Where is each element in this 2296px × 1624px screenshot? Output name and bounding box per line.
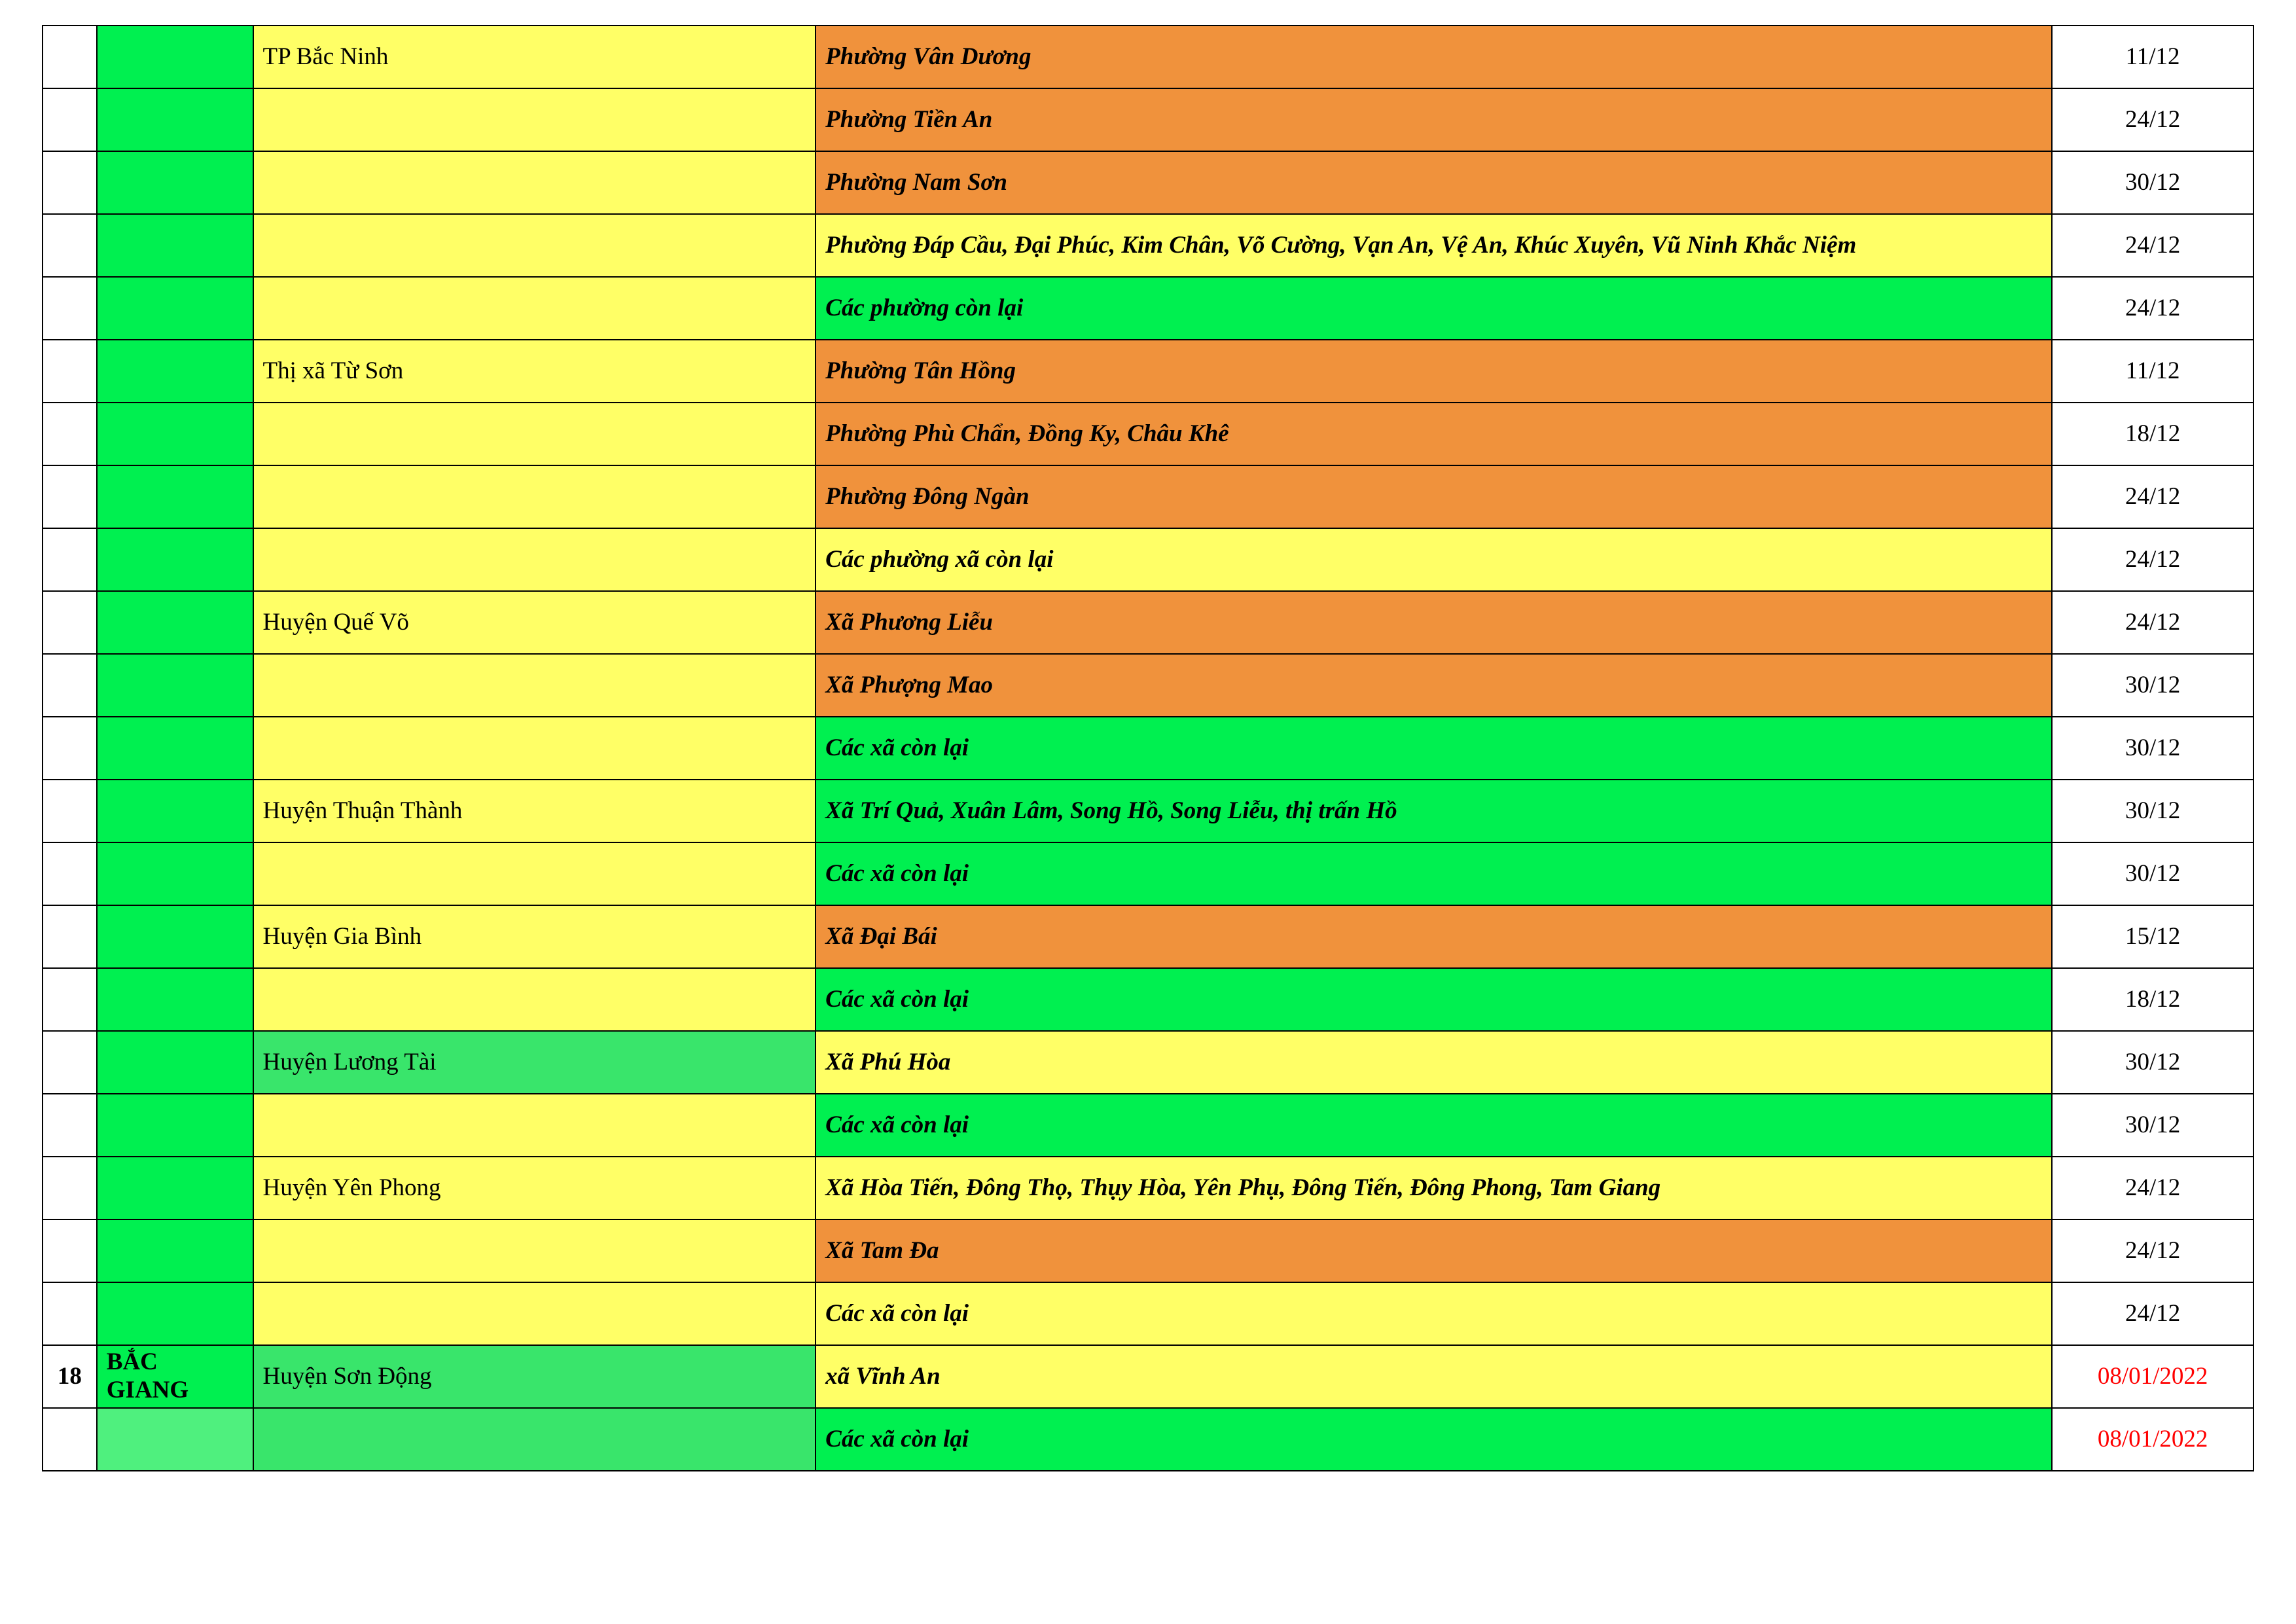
cell-stt[interactable] bbox=[43, 277, 97, 340]
cell-stt[interactable] bbox=[43, 340, 97, 403]
cell-district[interactable] bbox=[253, 717, 816, 780]
cell-date[interactable]: 18/12 bbox=[2052, 403, 2253, 465]
cell-ward[interactable]: Các xã còn lại bbox=[816, 1282, 2052, 1345]
cell-ward[interactable]: Các xã còn lại bbox=[816, 1094, 2052, 1157]
cell-province[interactable] bbox=[97, 905, 253, 968]
table-row bbox=[43, 1094, 2253, 1157]
cell-province[interactable] bbox=[97, 26, 253, 88]
cell-province[interactable] bbox=[97, 88, 253, 151]
cell-ward[interactable]: Các xã còn lại bbox=[816, 1408, 2052, 1471]
cell-district[interactable]: TP Bắc Ninh bbox=[253, 26, 816, 88]
cell-province[interactable] bbox=[97, 151, 253, 214]
cell-district[interactable] bbox=[253, 1219, 816, 1282]
cell-district[interactable]: Huyện Yên Phong bbox=[253, 1157, 816, 1219]
cell-province[interactable] bbox=[97, 1219, 253, 1282]
cell-district[interactable]: Thị xã Từ Sơn bbox=[253, 340, 816, 403]
cell-ward[interactable]: Các phường còn lại bbox=[816, 277, 2052, 340]
covid-level-table bbox=[42, 25, 2254, 1471]
cell-province[interactable] bbox=[97, 1157, 253, 1219]
cell-province[interactable] bbox=[97, 214, 253, 277]
cell-ward[interactable]: Xã Đại Bái bbox=[816, 905, 2052, 968]
table-row bbox=[43, 968, 2253, 1031]
cell-date[interactable]: 30/12 bbox=[2052, 717, 2253, 780]
cell-province[interactable] bbox=[97, 1094, 253, 1157]
cell-district[interactable] bbox=[253, 1282, 816, 1345]
cell-stt[interactable] bbox=[43, 1157, 97, 1219]
cell-ward[interactable]: Phường Tân Hồng bbox=[816, 340, 2052, 403]
cell-province[interactable] bbox=[97, 1282, 253, 1345]
table-row bbox=[43, 591, 2253, 654]
cell-district[interactable] bbox=[253, 277, 816, 340]
cell-province[interactable]: BẮC GIANG bbox=[97, 1345, 253, 1408]
table-row bbox=[43, 905, 2253, 968]
table-row bbox=[43, 26, 2253, 88]
cell-stt[interactable] bbox=[43, 403, 97, 465]
cell-date[interactable]: 15/12 bbox=[2052, 905, 2253, 968]
cell-date[interactable]: 24/12 bbox=[2052, 591, 2253, 654]
cell-ward[interactable]: Các xã còn lại bbox=[816, 968, 2052, 1031]
table-row bbox=[43, 151, 2253, 214]
cell-stt[interactable]: 18 bbox=[43, 1345, 97, 1408]
cell-stt[interactable] bbox=[43, 26, 97, 88]
cell-ward[interactable]: Các xã còn lại bbox=[816, 717, 2052, 780]
cell-ward[interactable]: Xã Phượng Mao bbox=[816, 654, 2052, 717]
cell-stt[interactable] bbox=[43, 1219, 97, 1282]
cell-stt[interactable] bbox=[43, 842, 97, 905]
cell-date[interactable]: 18/12 bbox=[2052, 968, 2253, 1031]
cell-ward[interactable]: Xã Tam Đa bbox=[816, 1219, 2052, 1282]
table-row bbox=[43, 1408, 2253, 1471]
table-row bbox=[43, 1282, 2253, 1345]
cell-district[interactable]: Huyện Quế Võ bbox=[253, 591, 816, 654]
cell-ward[interactable]: Xã Phương Liễu bbox=[816, 591, 2052, 654]
cell-ward[interactable]: xã Vĩnh An bbox=[816, 1345, 2052, 1408]
cell-province[interactable] bbox=[97, 654, 253, 717]
table-body bbox=[43, 26, 2253, 1471]
table-row bbox=[43, 403, 2253, 465]
cell-date[interactable]: 30/12 bbox=[2052, 654, 2253, 717]
cell-stt[interactable] bbox=[43, 214, 97, 277]
cell-stt[interactable] bbox=[43, 591, 97, 654]
cell-district[interactable] bbox=[253, 842, 816, 905]
cell-district[interactable]: Huyện Gia Bình bbox=[253, 905, 816, 968]
table-row bbox=[43, 1031, 2253, 1094]
cell-ward[interactable]: Phường Phù Chẩn, Đồng Ky, Châu Khê bbox=[816, 403, 2052, 465]
cell-province[interactable] bbox=[97, 277, 253, 340]
cell-district[interactable]: Huyện Lương Tài bbox=[253, 1031, 816, 1094]
table-row bbox=[43, 528, 2253, 591]
cell-date[interactable]: 24/12 bbox=[2052, 214, 2253, 277]
table-row bbox=[43, 1157, 2253, 1219]
cell-ward[interactable]: Các phường xã còn lại bbox=[816, 528, 2052, 591]
cell-stt[interactable] bbox=[43, 905, 97, 968]
cell-ward[interactable]: Phường Tiền An bbox=[816, 88, 2052, 151]
table-row bbox=[43, 1219, 2253, 1282]
cell-district[interactable]: Huyện Thuận Thành bbox=[253, 780, 816, 842]
cell-ward[interactable]: Xã Hòa Tiến, Đông Thọ, Thụy Hòa, Yên Phụ, Đông Tiến, Đông Phong, Tam Giang bbox=[816, 1157, 2052, 1219]
table-row bbox=[43, 340, 2253, 403]
table-row bbox=[43, 654, 2253, 717]
cell-district[interactable] bbox=[253, 1094, 816, 1157]
table-row bbox=[43, 780, 2253, 842]
cell-ward[interactable]: Phường Vân Dương bbox=[816, 26, 2052, 88]
cell-date[interactable]: 11/12 bbox=[2052, 340, 2253, 403]
table-row bbox=[43, 277, 2253, 340]
cell-district[interactable]: Huyện Sơn Động bbox=[253, 1345, 816, 1408]
table-row bbox=[43, 842, 2253, 905]
cell-ward[interactable]: Xã Trí Quả, Xuân Lâm, Song Hồ, Song Liễu, thị trấn Hồ bbox=[816, 780, 2052, 842]
cell-stt[interactable] bbox=[43, 968, 97, 1031]
cell-stt[interactable] bbox=[43, 88, 97, 151]
cell-ward[interactable]: Phường Đông Ngàn bbox=[816, 465, 2052, 528]
cell-stt[interactable] bbox=[43, 151, 97, 214]
cell-district[interactable] bbox=[253, 528, 816, 591]
cell-date[interactable]: 24/12 bbox=[2052, 1157, 2253, 1219]
cell-date[interactable]: 08/01/2022 bbox=[2052, 1408, 2253, 1471]
cell-province[interactable] bbox=[97, 340, 253, 403]
cell-date[interactable]: 30/12 bbox=[2052, 1031, 2253, 1094]
cell-province[interactable] bbox=[97, 1031, 253, 1094]
cell-province[interactable] bbox=[97, 465, 253, 528]
table-row bbox=[43, 717, 2253, 780]
cell-province[interactable] bbox=[97, 591, 253, 654]
cell-district[interactable] bbox=[253, 151, 816, 214]
cell-date[interactable]: 24/12 bbox=[2052, 1219, 2253, 1282]
cell-stt[interactable] bbox=[43, 1408, 97, 1471]
cell-date[interactable]: 30/12 bbox=[2052, 842, 2253, 905]
cell-date[interactable]: 30/12 bbox=[2052, 1094, 2253, 1157]
cell-stt[interactable] bbox=[43, 717, 97, 780]
table-row bbox=[43, 1345, 2253, 1408]
cell-district[interactable] bbox=[253, 403, 816, 465]
cell-province[interactable] bbox=[97, 842, 253, 905]
cell-stt[interactable] bbox=[43, 1094, 97, 1157]
cell-date[interactable]: 24/12 bbox=[2052, 465, 2253, 528]
cell-province[interactable] bbox=[97, 717, 253, 780]
cell-date[interactable]: 24/12 bbox=[2052, 88, 2253, 151]
cell-ward[interactable]: Xã Phú Hòa bbox=[816, 1031, 2052, 1094]
cell-ward[interactable]: Phường Nam Sơn bbox=[816, 151, 2052, 214]
cell-district[interactable] bbox=[253, 654, 816, 717]
cell-date[interactable]: 08/01/2022 bbox=[2052, 1345, 2253, 1408]
cell-province[interactable] bbox=[97, 1408, 253, 1471]
cell-stt[interactable] bbox=[43, 465, 97, 528]
cell-ward[interactable]: Phường Đáp Cầu, Đại Phúc, Kim Chân, Võ Cường, Vạn An, Vệ An, Khúc Xuyên, Vũ Ninh Khắc Niệm bbox=[816, 214, 2052, 277]
cell-date[interactable]: 30/12 bbox=[2052, 780, 2253, 842]
cell-province[interactable] bbox=[97, 968, 253, 1031]
cell-district[interactable] bbox=[253, 214, 816, 277]
cell-province[interactable] bbox=[97, 403, 253, 465]
cell-date[interactable]: 30/12 bbox=[2052, 151, 2253, 214]
cell-date[interactable]: 24/12 bbox=[2052, 1282, 2253, 1345]
cell-stt[interactable] bbox=[43, 1031, 97, 1094]
cell-date[interactable]: 24/12 bbox=[2052, 528, 2253, 591]
table-row bbox=[43, 214, 2253, 277]
cell-district[interactable] bbox=[253, 1408, 816, 1471]
table-row bbox=[43, 88, 2253, 151]
cell-district[interactable] bbox=[253, 88, 816, 151]
cell-stt[interactable] bbox=[43, 1282, 97, 1345]
cell-ward[interactable]: Các xã còn lại bbox=[816, 842, 2052, 905]
cell-stt[interactable] bbox=[43, 654, 97, 717]
cell-date[interactable]: 24/12 bbox=[2052, 277, 2253, 340]
cell-province[interactable] bbox=[97, 780, 253, 842]
table-row bbox=[43, 465, 2253, 528]
cell-district[interactable] bbox=[253, 465, 816, 528]
cell-province[interactable] bbox=[97, 528, 253, 591]
cell-stt[interactable] bbox=[43, 780, 97, 842]
cell-stt[interactable] bbox=[43, 528, 97, 591]
cell-date[interactable]: 11/12 bbox=[2052, 26, 2253, 88]
cell-district[interactable] bbox=[253, 968, 816, 1031]
